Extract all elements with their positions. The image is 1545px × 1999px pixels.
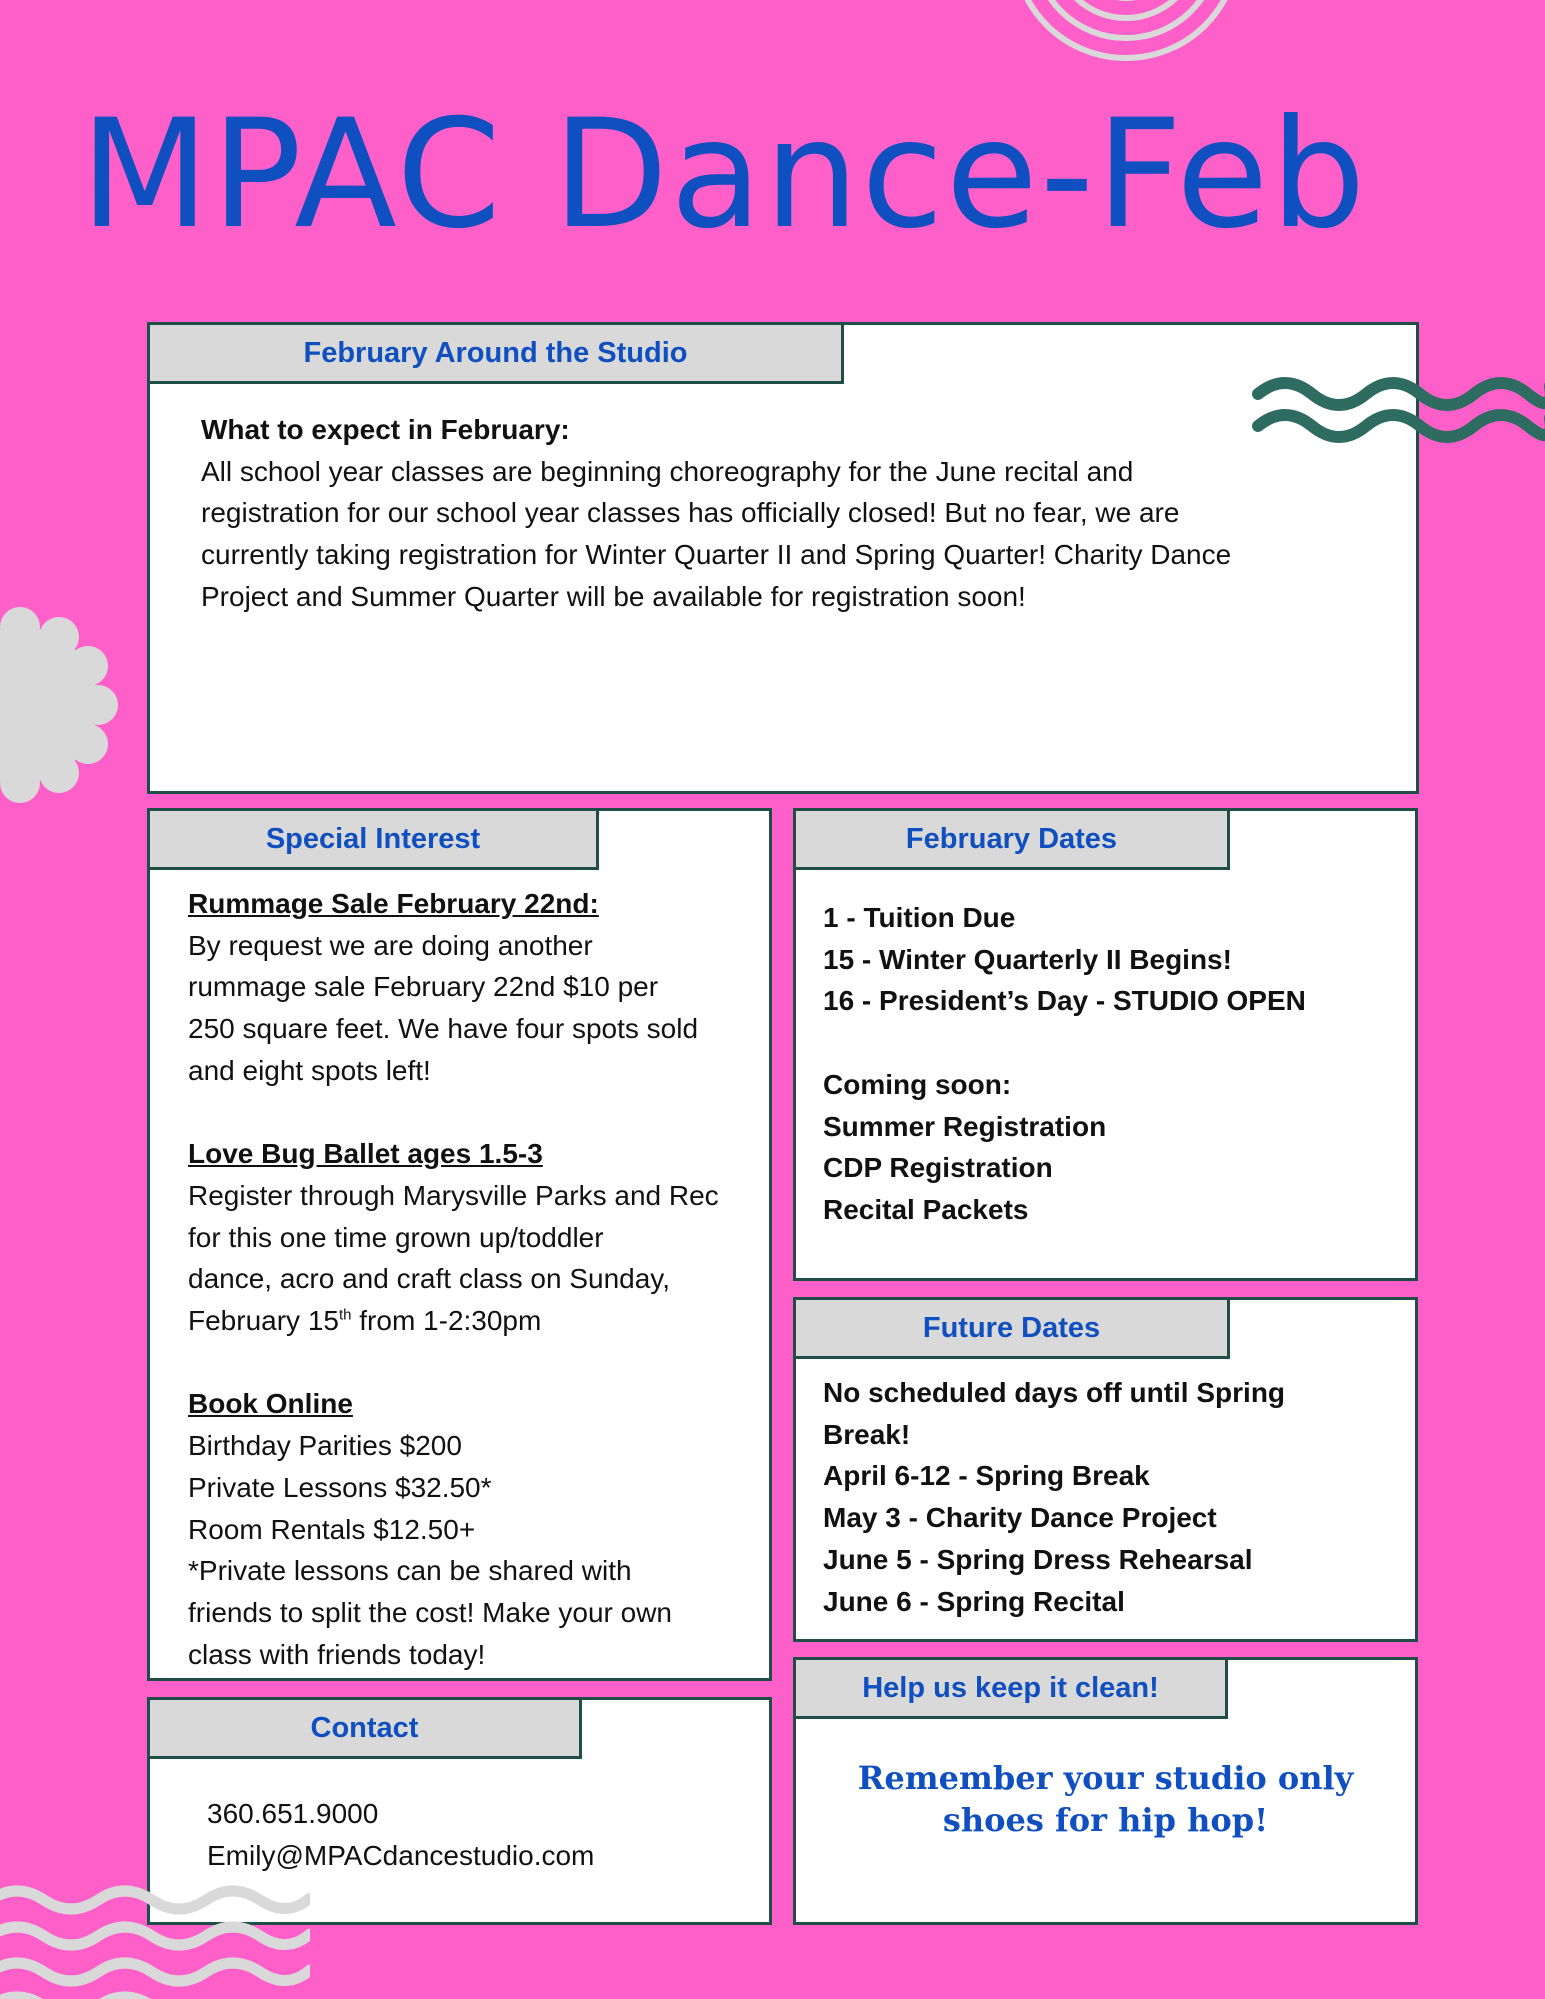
keep-clean-heading: Help us keep it clean! xyxy=(793,1657,1228,1719)
text-line: currently taking registration for Winter Quarter II and Spring Quarter! Charity Dance xyxy=(201,539,1232,571)
coming-soon-item: Summer Registration xyxy=(823,1110,1107,1142)
date-item: 1 - Tuition Due xyxy=(823,902,1016,933)
time-text: from 1-2:30pm xyxy=(351,1305,542,1337)
contact-phone: 360.651.9000 xyxy=(207,1798,379,1829)
future-date-item: June 6 - Spring Recital xyxy=(823,1585,1125,1617)
text-line: for this one time grown up/toddler xyxy=(188,1221,604,1253)
coming-soon-label: Coming soon: xyxy=(823,1068,1012,1100)
book-online-title: Book Online xyxy=(188,1388,353,1420)
love-bug-title: Love Bug Ballet ages 1.5-3 xyxy=(188,1138,543,1170)
text-line: rummage sale February 22nd $10 per xyxy=(188,971,659,1003)
text-line: Room Rentals $12.50+ xyxy=(188,1513,476,1545)
february-dates-panel xyxy=(793,808,1418,1281)
text-line: Project and Summer Quarter will be available for registration soon! xyxy=(201,580,1026,612)
scalloped-circle-decoration xyxy=(0,605,120,805)
text-line: Birthday Parities $200 xyxy=(188,1430,462,1462)
coming-soon-item: CDP Registration xyxy=(823,1152,1053,1184)
special-interest-panel xyxy=(147,808,772,1681)
future-date-item: No scheduled days off until Spring xyxy=(823,1377,1286,1408)
text-line: class with friends today! xyxy=(188,1638,486,1670)
future-dates-panel xyxy=(793,1297,1418,1642)
spacer xyxy=(188,1342,719,1384)
gray-wave-decoration xyxy=(0,1880,310,1999)
love-bug-date-line xyxy=(188,1300,719,1342)
future-dates-heading: Future Dates xyxy=(793,1297,1230,1359)
future-date-item: May 3 - Charity Dance Project xyxy=(823,1502,1217,1534)
spacer xyxy=(823,1022,1306,1064)
concentric-circles-decoration xyxy=(1000,0,1260,90)
contact-email: Emily@MPACdancestudio.com xyxy=(207,1839,595,1871)
special-interest-content xyxy=(188,883,719,1675)
teal-wave-decoration xyxy=(1250,372,1545,452)
text-line: registration for our school year classes has officially closed! But no fear, we are xyxy=(201,497,1180,529)
special-interest-heading: Special Interest xyxy=(147,808,599,870)
text-line: friends to split the cost! Make your own xyxy=(188,1596,672,1628)
future-date-item: April 6-12 - Spring Break xyxy=(823,1460,1150,1492)
future-dates-content xyxy=(823,1372,1285,1622)
keep-clean-panel xyxy=(793,1657,1418,1925)
date-suffix: th xyxy=(338,1306,352,1324)
around-studio-heading: February Around the Studio xyxy=(147,322,844,384)
text-line: Register through Marysville Parks and Rec xyxy=(188,1179,719,1211)
text-line: By request we are doing another xyxy=(188,929,593,961)
text-line: *Private lessons can be shared with xyxy=(188,1555,632,1587)
text-line: and eight spots left! xyxy=(188,1054,431,1086)
text-line: dance, acro and craft class on Sunday, xyxy=(188,1263,670,1295)
date-item: 15 - Winter Quarterly II Begins! xyxy=(823,943,1232,975)
coming-soon-item: Recital Packets xyxy=(823,1193,1029,1225)
contact-heading: Contact xyxy=(147,1697,582,1759)
contact-content xyxy=(207,1793,594,1876)
spacer xyxy=(188,1092,719,1134)
future-date-item: Break! xyxy=(823,1418,911,1450)
rummage-title: Rummage Sale February 22nd: xyxy=(188,888,599,919)
around-studio-content xyxy=(201,409,1231,618)
keep-clean-message: Remember your studio only shoes for hip hop! xyxy=(857,1759,1354,1839)
february-dates-content xyxy=(823,897,1306,1231)
around-studio-subheading: What to expect in February: xyxy=(201,414,570,445)
date-item: 16 - President’s Day - STUDIO OPEN xyxy=(823,985,1306,1017)
text-line: 250 square feet. We have four spots sold xyxy=(188,1013,699,1045)
february-dates-heading: February Dates xyxy=(793,808,1230,870)
date-text: February 15 xyxy=(188,1305,339,1337)
page-title: MPAC Dance-Feb xyxy=(80,88,1368,262)
text-line: Private Lessons $32.50* xyxy=(188,1471,492,1503)
around-studio-panel xyxy=(147,322,1419,794)
future-date-item: June 5 - Spring Dress Rehearsal xyxy=(823,1543,1253,1575)
text-line: All school year classes are beginning choreography for the June recital and xyxy=(201,455,1134,487)
